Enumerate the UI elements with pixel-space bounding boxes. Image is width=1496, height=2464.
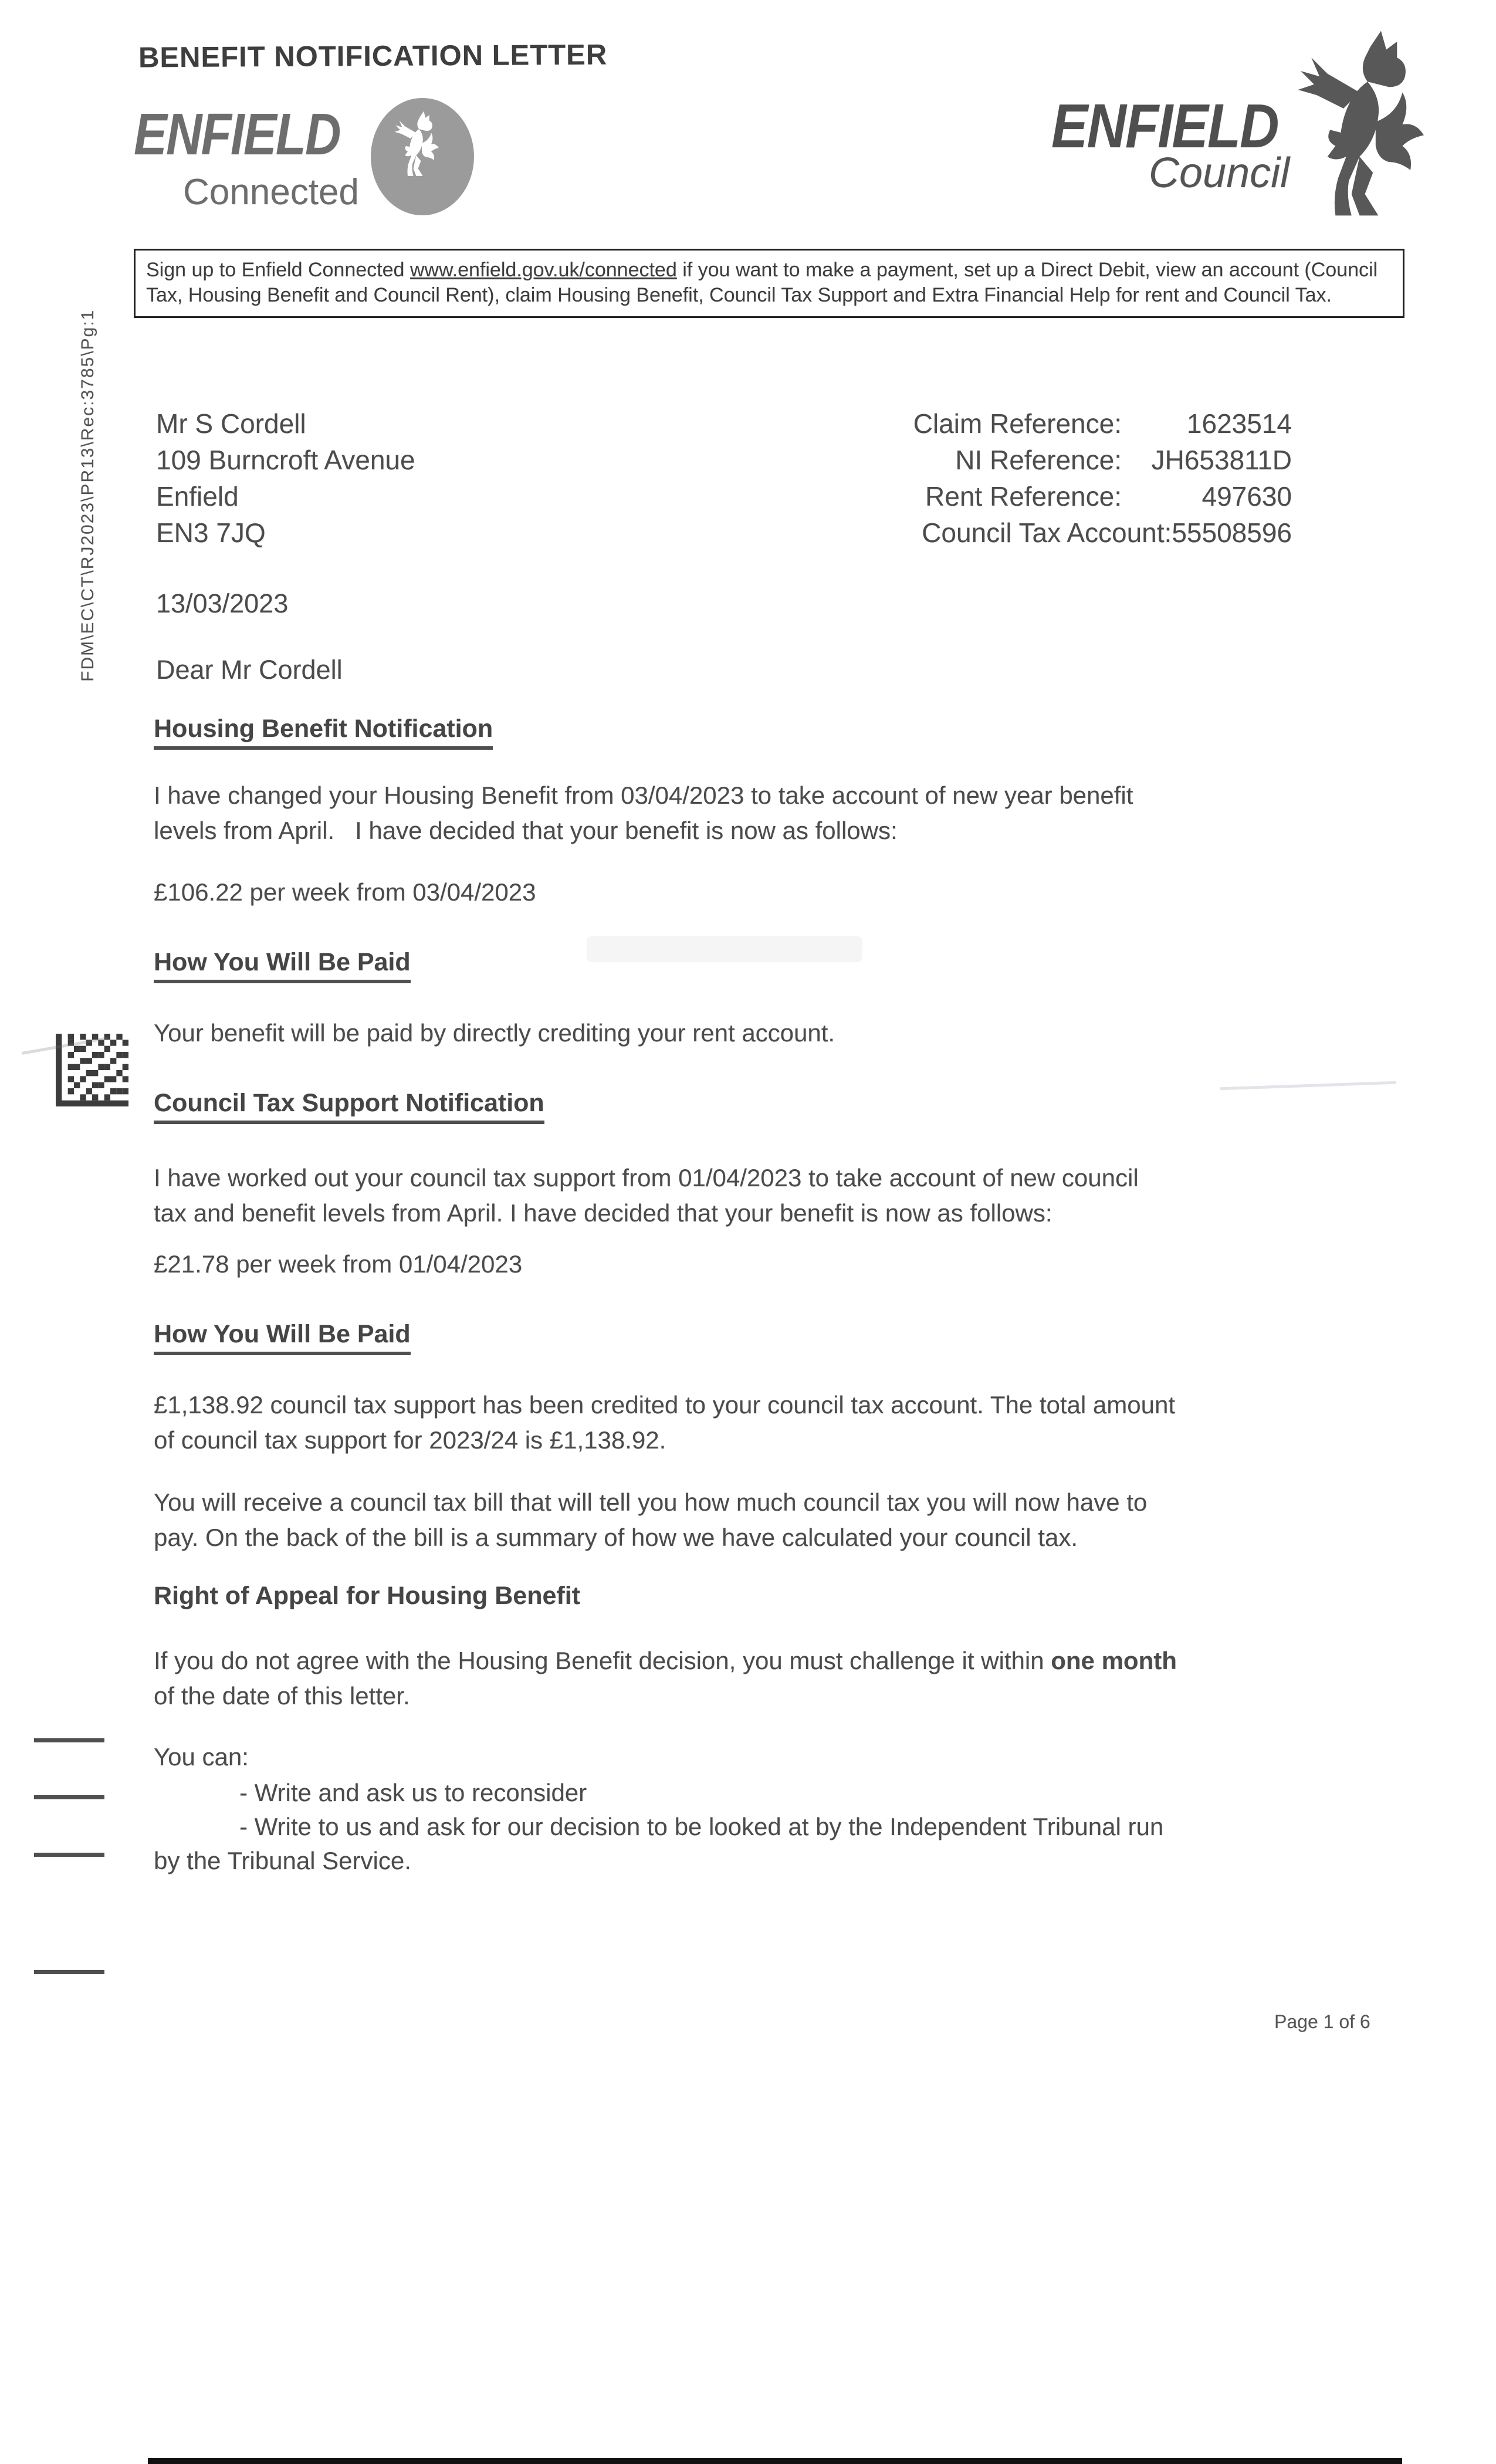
appeal-heading: Right of Appeal for Housing Benefit [154, 1582, 580, 1610]
document-title: BENEFIT NOTIFICATION LETTER [138, 39, 608, 74]
datamatrix-code [56, 1034, 128, 1109]
signup-url: www.enfield.gov.uk/connected [409, 259, 677, 281]
how-paid-heading-2: How You Will Be Paid [154, 1320, 411, 1355]
enfield-connected-logo-tagline: Connected [183, 172, 359, 212]
scan-artifact-smudge-right [1220, 1081, 1396, 1090]
enfield-connected-logo-text: ENFIELD [134, 101, 340, 167]
you-can-label: You can: [154, 1743, 249, 1771]
council-tax-support-heading: Council Tax Support Notification [154, 1089, 544, 1124]
housing-benefit-para-line1: I have changed your Housing Benefit from 03/04/2023 to take account of new year benefit [154, 781, 1133, 809]
margin-mark-4 [34, 1970, 104, 1974]
cts-para-line1: I have worked out your council tax support from 01/04/2023 to take account of new council [154, 1164, 1139, 1192]
housing-benefit-amount: £106.22 per week from 03/04/2023 [154, 878, 536, 906]
appeal-line1-bold: one month [1051, 1647, 1177, 1674]
enfield-council-beast-icon [1280, 28, 1444, 245]
rent-reference-row [821, 480, 1292, 512]
cts-para-line2: tax and benefit levels from April. I have decided that your benefit is now as follows: [154, 1199, 1052, 1227]
document-reference-code: FDM\EC\CT\RJ2023\PR13\Rec:3785\Pg:1 [78, 309, 97, 682]
scan-artifact-ghost-text [587, 936, 862, 962]
recipient-address-line2: Enfield [156, 481, 239, 512]
appeal-option-2: - Write to us and ask for our decision to be looked at by the Independent Tribunal run [239, 1813, 1164, 1840]
enfield-connected-oval-beast-icon [368, 95, 477, 221]
recipient-address-line1: 109 Burncroft Avenue [156, 445, 415, 475]
signup-text-before: Sign up to Enfield Connected [146, 259, 410, 281]
council-tax-account-value: 55508596 [1172, 517, 1292, 548]
recipient-name: Mr S Cordell [156, 408, 306, 439]
appeal-line2: of the date of this letter. [154, 1682, 410, 1710]
appeal-option-1: - Write and ask us to reconsider [239, 1779, 587, 1806]
scan-edge-bar [148, 2458, 1402, 2464]
margin-mark-1 [34, 1738, 104, 1742]
margin-mark-2 [34, 1795, 104, 1799]
ni-reference-row [821, 444, 1292, 476]
cts-bill-line1: You will receive a council tax bill that will tell you how much council tax you will now have to [154, 1488, 1148, 1516]
ni-reference-value: JH653811D [1151, 445, 1292, 475]
salutation: Dear Mr Cordell [156, 655, 343, 685]
housing-benefit-para-line2: levels from April. I have decided that your benefit is now as follows: [154, 817, 898, 844]
ni-reference-label: NI Reference: [955, 445, 1122, 475]
recipient-postcode: EN3 7JQ [156, 517, 266, 548]
rent-reference-value: 497630 [1201, 481, 1292, 512]
page-number: Page 1 of 6 [1274, 2011, 1370, 2032]
council-tax-account-row [821, 517, 1292, 549]
signup-text-after: if you want to make a payment, set up a Direct Debit, view an account (Council Tax, Housing Benefit and Council Rent), claim Housing Benefit, Council Tax Support and Extra Financial Help for rent and Council Tax. [146, 259, 1378, 306]
housing-benefit-heading: Housing Benefit Notification [154, 715, 493, 750]
signup-notice-box [134, 249, 1404, 318]
claim-reference-row [821, 408, 1292, 439]
claim-reference-label: Claim Reference: [913, 408, 1122, 439]
how-paid-heading-1: How You Will Be Paid [154, 948, 411, 983]
margin-mark-3 [34, 1853, 104, 1857]
enfield-council-logo-tagline: Council [1149, 150, 1290, 197]
cts-bill-line2: pay. On the back of the bill is a summary of how we have calculated your council tax. [154, 1524, 1078, 1551]
rent-reference-label: Rent Reference: [925, 481, 1122, 512]
appeal-option-2-continued: by the Tribunal Service. [154, 1847, 411, 1874]
claim-reference-value: 1623514 [1186, 408, 1292, 439]
appeal-line1-text: If you do not agree with the Housing Benefit decision, you must challenge it within [154, 1647, 1051, 1674]
enfield-council-logo-text: ENFIELD [1051, 92, 1278, 161]
cts-pay-line2: of council tax support for 2023/24 is £1,138.92. [154, 1426, 666, 1454]
letter-date: 13/03/2023 [156, 588, 289, 618]
council-tax-account-label: Council Tax Account: [922, 517, 1172, 548]
appeal-line1 [154, 1647, 1177, 1675]
cts-pay-line1: £1,138.92 council tax support has been credited to your council tax account. The total amount [154, 1391, 1175, 1419]
housing-benefit-pay-text: Your benefit will be paid by directly crediting your rent account. [154, 1019, 835, 1047]
cts-amount: £21.78 per week from 01/04/2023 [154, 1250, 523, 1278]
